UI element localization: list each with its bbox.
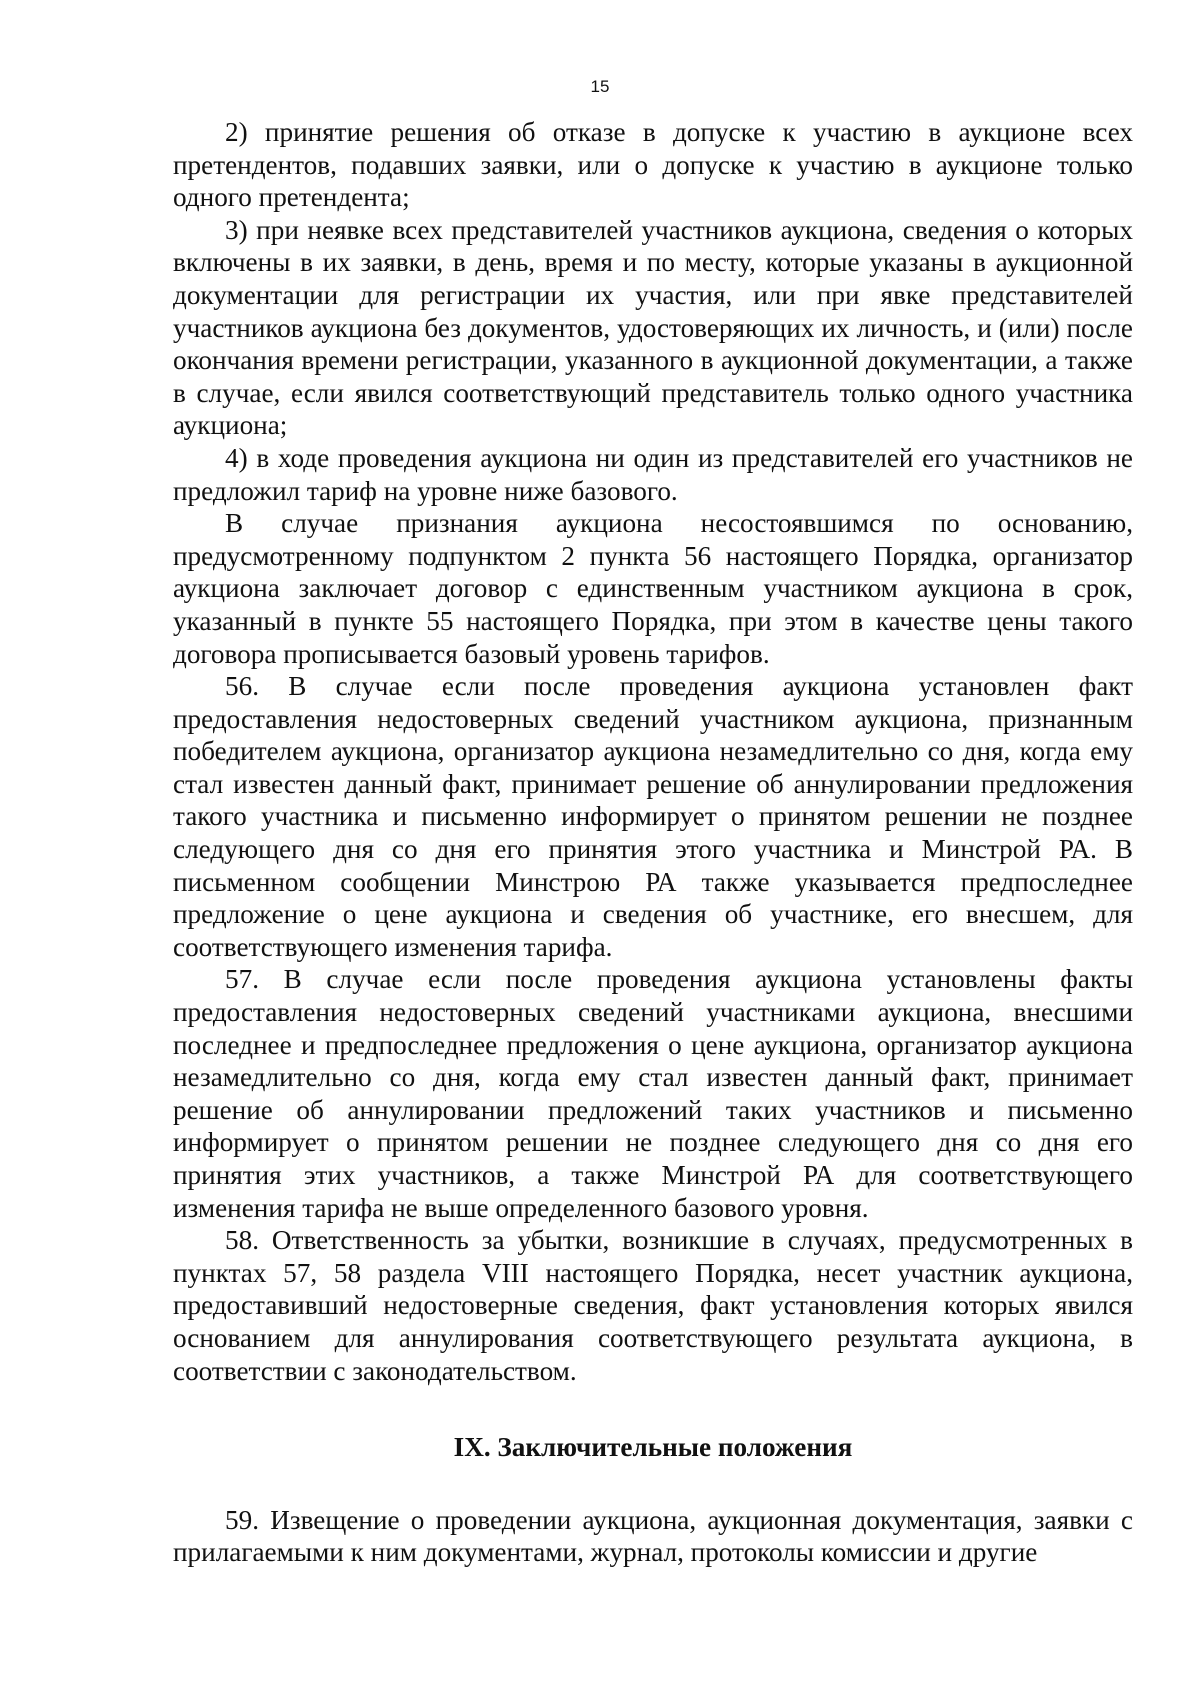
paragraph-58: 58. Ответственность за убытки, возникшие в случаях, предусмотренных в пунктах 57, 58 раздела VIII настоящего Порядка, несет участник аукциона, предоставивший недостоверные сведения, факт установления которых явился основанием для аннулирования соответствующего результата аукциона, в соответствии с законодательством. <box>173 1225 1133 1386</box>
paragraph-56: 56. В случае если после проведения аукциона установлен факт предоставления недостоверных сведений участником аукциона, признанным победителем аукциона, организатор аукциона незамедлительно со дня, когда ему стал известен данный факт, принимает решение об аннулировании предложения такого участника и письменно информирует о принятом решении не позднее следующего дня со дня его принятия этого участника и Минстрой РА. В письменном сообщении Минстрою РА также указывается предпоследнее предложение о цене аукциона и сведения об участнике, его внесшем, для соответствующего изменения тарифа. <box>173 671 1133 962</box>
paragraph-item-4: 4) в ходе проведения аукциона ни один из представителей его участников не предложил тариф на уровне ниже базового. <box>173 442 1133 506</box>
page-number: 15 <box>590 77 610 96</box>
paragraph-59: 59. Извещение о проведении аукциона, аукционная документация, заявки с прилагаемыми к ним документами, журнал, протоколы комиссии и другие <box>173 1504 1133 1568</box>
paragraph-57: 57. В случае если после проведения аукциона установлены факты предоставления недостоверных сведений участниками аукциона, внесшими последнее и предпоследнее предложения о цене аукциона, организатор аукциона незамедлительно со дня, когда ему стал известен данный факт, принимает решение об аннулировании предложений таких участников и письменно информирует о принятом решении не позднее следующего дня со дня его принятия этих участников, а также Минстрой РА для соответствующего изменения тарифа не выше определенного базового уровня. <box>173 964 1133 1223</box>
paragraph-failed-auction: В случае признания аукциона несостоявшимся по основанию, предусмотренному подпунктом 2 пункта 56 настоящего Порядка, организатор аукциона заключает договор с единственным участником аукциона в срок, указанный в пункте 55 настоящего Порядка, при этом в качестве цены такого договора прописывается базовый уровень тарифов. <box>173 508 1133 669</box>
document-body <box>173 116 1133 1569</box>
section-heading: IX. Заключительные положения <box>453 1432 853 1463</box>
paragraph-item-2: 2) принятие решения об отказе в допуске к участию в аукционе всех претендентов, подавших заявки, или о допуске к участию в аукционе только одного претендента; <box>173 117 1133 213</box>
paragraph-item-3: 3) при неявке всех представителей участников аукциона, сведения о которых включены в их заявки, в день, время и по месту, которые указаны в аукционной документации для регистрации их участия, или при явке представителей участников аукциона без документов, удостоверяющих их личность, и (или) после окончания времени регистрации, указанного в аукционной документации, а также в случае, если явился соответствующий представитель только одного участника аукциона; <box>173 214 1133 441</box>
